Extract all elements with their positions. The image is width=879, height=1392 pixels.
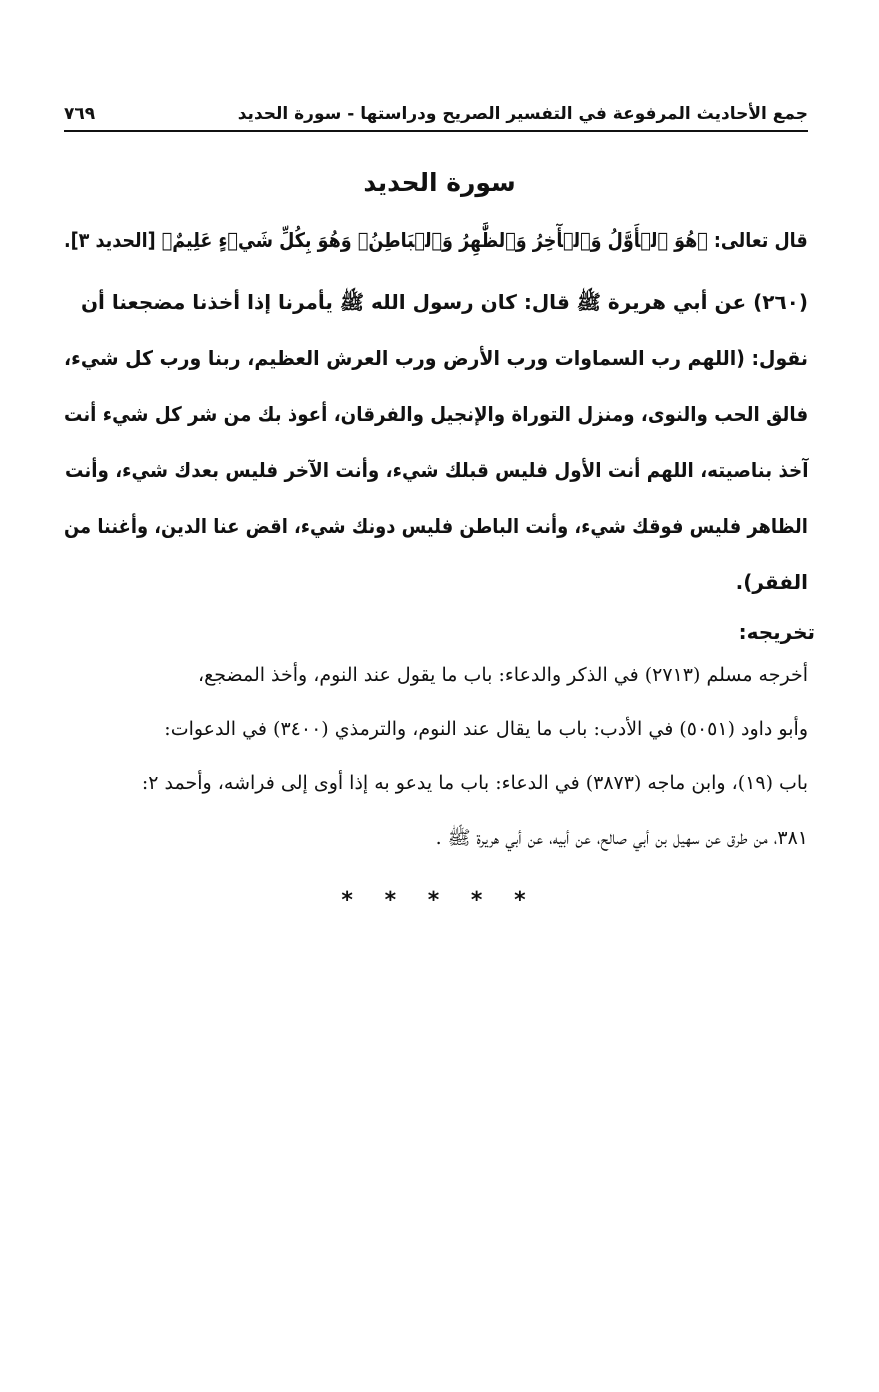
surah-title: سورة الحديد [363, 168, 516, 197]
takhrij-line: وأبو داود (٥٠٥١) في الأدب: باب ما يقال عند النوم، والترمذي (٣٤٠٠) في الدعوات: [164, 718, 808, 740]
header-title: جمع الأحاديث المرفوعة في التفسير الصريح ودراستها - سورة الحديد [237, 104, 808, 124]
hadith-line: الظاهر فليس فوقك شيء، وأنت الباطن فليس دونك شيء، اقض عنا الدين، وأغننا من [64, 514, 808, 538]
takhrij-line: باب (١٩)، وابن ماجه (٣٨٧٣) في الدعاء: باب ما يدعو به إذا أوى إلى فراشه، وأحمد ٢: [141, 772, 808, 794]
verse-line: قال تعالى: ﴿هُوَ ٱلۡأَوَّلُ وَٱلۡأٓخِرُ وَٱلظَّٰهِرُ وَٱلۡبَاطِنُۖ وَهُوَ بِكُلِّ شَيۡءٍ عَلِيمٌ﴾ [الحديد ٣]. [64, 228, 809, 252]
running-header [64, 100, 808, 132]
hadith-line: آخذ بناصيته، اللهم أنت الأول فليس قبلك شيء، وأنت الآخر فليس بعدك شيء، وأنت [64, 458, 808, 482]
hadith-line: الفقر). [735, 570, 808, 594]
hadith-line: (٢٦٠) عن أبي هريرة ﷺ قال: كان رسول الله ﷺ يأمرنا إذا أخذنا مضجعنا أن [80, 290, 808, 314]
takhrij-heading: تخريجه: [738, 620, 815, 644]
page-number: ٧٦٩ [64, 104, 96, 124]
takhrij-line: ٣٨١، من طرق عن سهيل بن أبي صالح، عن أبيه، عن أبي هريرة ﷺ . [435, 827, 808, 849]
takhrij-line: أخرجه مسلم (٢٧١٣) في الذكر والدعاء: باب ما يقول عند النوم، وأخذ المضجع، [197, 664, 808, 686]
hadith-line: فالق الحب والنوى، ومنزل التوراة والإنجيل والفرقان، أعوذ بك من شر كل شيء أنت [63, 402, 808, 426]
hadith-line: نقول: (اللهم رب السماوات ورب الأرض ورب العرش العظيم، ربنا ورب كل شيء، [63, 346, 808, 370]
section-separator: * * * * * [341, 888, 538, 913]
